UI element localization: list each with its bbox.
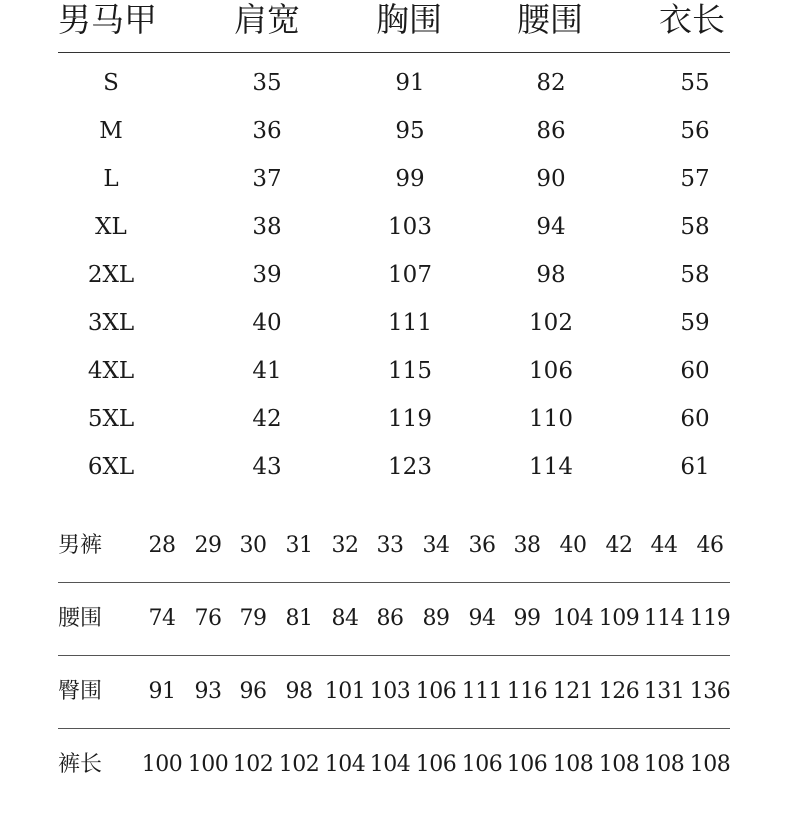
pants-cell: 126 <box>598 679 640 704</box>
pants-cell: 131 <box>643 679 685 704</box>
pants-cell: 102 <box>232 752 274 777</box>
vest-cell-length: 58 <box>680 214 710 240</box>
pants-cell: 111 <box>461 679 503 704</box>
vest-size-table-header <box>58 0 730 53</box>
vest-cell-chest: 119 <box>388 406 432 432</box>
pants-cell: 101 <box>324 679 366 704</box>
pants-cell: 104 <box>324 752 366 777</box>
vest-cell-chest: 123 <box>388 454 432 480</box>
pants-cell: 36 <box>468 533 496 558</box>
vest-cell-chest: 115 <box>388 358 432 384</box>
vest-cell-size: 6XL <box>87 454 135 480</box>
vest-cell-length: 60 <box>680 406 710 432</box>
pants-cell: 96 <box>239 679 267 704</box>
pants-row-label: 腰围 <box>58 606 103 631</box>
vest-cell-waist: 110 <box>529 406 573 432</box>
pants-cell: 106 <box>506 752 548 777</box>
vest-cell-waist: 94 <box>536 214 566 240</box>
pants-cell: 94 <box>468 606 496 631</box>
vest-cell-shoulder-width: 43 <box>252 454 282 480</box>
vest-table-row <box>0 444 790 492</box>
pants-cell: 119 <box>689 606 731 631</box>
vest-size-table <box>0 60 790 492</box>
vest-table-row <box>0 348 790 396</box>
vest-cell-shoulder-width: 36 <box>252 118 282 144</box>
pants-row-label: 臀围 <box>58 679 103 704</box>
pants-cell: 33 <box>376 533 404 558</box>
pants-cell: 104 <box>369 752 411 777</box>
vest-header-waist: 腰围 <box>517 0 583 39</box>
pants-cell: 100 <box>141 752 183 777</box>
vest-cell-size: M <box>99 118 123 144</box>
vest-cell-shoulder-width: 42 <box>252 406 282 432</box>
pants-cell: 44 <box>650 533 678 558</box>
pants-cell: 34 <box>422 533 450 558</box>
pants-cell: 79 <box>239 606 267 631</box>
vest-cell-chest: 95 <box>395 118 425 144</box>
vest-cell-shoulder-width: 39 <box>252 262 282 288</box>
pants-cell: 42 <box>605 533 633 558</box>
vest-cell-waist: 106 <box>529 358 573 384</box>
vest-header-size: 男马甲 <box>58 0 157 39</box>
vest-table-row <box>0 204 790 252</box>
vest-table-row <box>0 156 790 204</box>
pants-row-length <box>58 729 730 801</box>
pants-cell: 108 <box>689 752 731 777</box>
pants-size-table <box>58 510 730 801</box>
vest-table-row <box>0 396 790 444</box>
vest-cell-length: 58 <box>680 262 710 288</box>
vest-cell-length: 60 <box>680 358 710 384</box>
pants-cell: 84 <box>331 606 359 631</box>
pants-cell: 40 <box>559 533 587 558</box>
vest-cell-chest: 103 <box>388 214 432 240</box>
pants-cell: 109 <box>598 606 640 631</box>
pants-cell: 108 <box>552 752 594 777</box>
vest-cell-size: S <box>103 70 119 96</box>
pants-cell: 89 <box>422 606 450 631</box>
pants-cell: 106 <box>415 679 457 704</box>
pants-cell: 103 <box>369 679 411 704</box>
pants-cell: 91 <box>148 679 176 704</box>
pants-cell: 38 <box>513 533 541 558</box>
vest-table-row <box>0 300 790 348</box>
pants-cell: 108 <box>643 752 685 777</box>
vest-cell-size: L <box>103 166 119 192</box>
vest-cell-chest: 107 <box>388 262 432 288</box>
vest-cell-shoulder-width: 41 <box>252 358 282 384</box>
pants-cell: 98 <box>285 679 313 704</box>
vest-cell-waist: 114 <box>529 454 573 480</box>
pants-cell: 106 <box>415 752 457 777</box>
vest-cell-size: 2XL <box>87 262 135 288</box>
vest-header-shoulder-width: 肩宽 <box>234 0 300 39</box>
pants-row-waist <box>58 583 730 656</box>
vest-cell-shoulder-width: 38 <box>252 214 282 240</box>
vest-cell-size: XL <box>95 214 127 240</box>
vest-cell-length: 57 <box>680 166 710 192</box>
vest-cell-waist: 98 <box>536 262 566 288</box>
pants-cell: 86 <box>376 606 404 631</box>
pants-row-size <box>58 510 730 583</box>
pants-cell: 81 <box>285 606 313 631</box>
pants-cell: 29 <box>194 533 222 558</box>
pants-cell: 104 <box>552 606 594 631</box>
pants-row-label: 男裤 <box>58 533 103 558</box>
vest-cell-length: 55 <box>680 70 710 96</box>
pants-cell: 114 <box>643 606 685 631</box>
vest-cell-waist: 82 <box>536 70 566 96</box>
vest-cell-chest: 91 <box>395 70 425 96</box>
pants-cell: 100 <box>187 752 229 777</box>
vest-header-length: 衣长 <box>659 0 725 39</box>
vest-cell-waist: 90 <box>536 166 566 192</box>
vest-cell-chest: 99 <box>395 166 425 192</box>
vest-cell-length: 56 <box>680 118 710 144</box>
vest-table-row <box>0 252 790 300</box>
vest-table-row <box>0 108 790 156</box>
pants-cell: 102 <box>278 752 320 777</box>
vest-cell-size: 3XL <box>87 310 135 336</box>
pants-row-hip <box>58 656 730 729</box>
pants-cell: 121 <box>552 679 594 704</box>
vest-cell-waist: 102 <box>529 310 573 336</box>
pants-row-label: 裤长 <box>58 752 103 777</box>
vest-cell-size: 4XL <box>87 358 135 384</box>
pants-cell: 93 <box>194 679 222 704</box>
vest-cell-length: 61 <box>680 454 710 480</box>
vest-cell-shoulder-width: 37 <box>252 166 282 192</box>
pants-cell: 108 <box>598 752 640 777</box>
vest-header-chest: 胸围 <box>376 0 442 39</box>
pants-cell: 30 <box>239 533 267 558</box>
pants-cell: 31 <box>285 533 313 558</box>
vest-cell-shoulder-width: 40 <box>252 310 282 336</box>
vest-cell-chest: 111 <box>388 310 432 336</box>
pants-cell: 28 <box>148 533 176 558</box>
vest-cell-size: 5XL <box>87 406 135 432</box>
vest-cell-waist: 86 <box>536 118 566 144</box>
pants-cell: 116 <box>506 679 548 704</box>
pants-cell: 99 <box>513 606 541 631</box>
vest-cell-shoulder-width: 35 <box>252 70 282 96</box>
vest-cell-length: 59 <box>680 310 710 336</box>
pants-cell: 74 <box>148 606 176 631</box>
pants-cell: 106 <box>461 752 503 777</box>
pants-cell: 76 <box>194 606 222 631</box>
pants-cell: 46 <box>696 533 724 558</box>
vest-table-row <box>0 60 790 108</box>
pants-cell: 32 <box>331 533 359 558</box>
pants-cell: 136 <box>689 679 731 704</box>
